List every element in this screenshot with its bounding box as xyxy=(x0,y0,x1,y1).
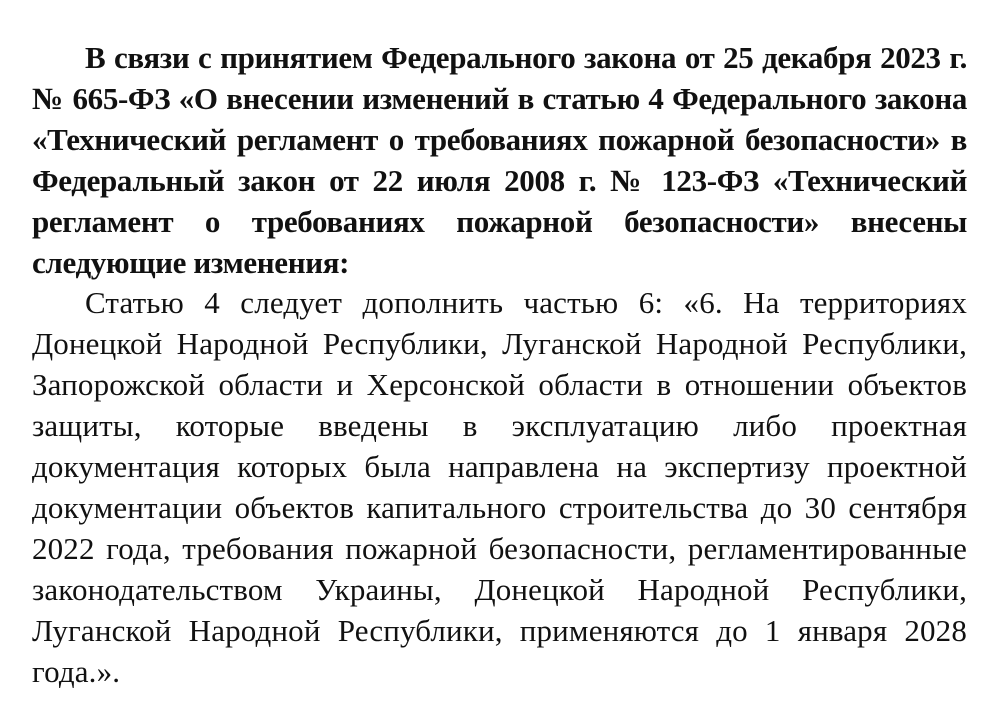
document-page xyxy=(32,38,967,708)
amendment-paragraph: Статью 4 следует дополнить частью 6: «6. На территориях Донецкой Народной Республики, Луганской Народной Республики, Запорожской области и Херсонской области в отношении объектов защиты, которые введены в эксплуатацию либо проектная документация которых была направлена на экспертизу проектной документации объектов капитального строительства до 30 сентября 2022 года, требования пожарной безопасности, регламентированные законодательством Украины, Донецкой Народной Республики, Луганской Народной Республики, применяются до 1 января 2028 года.». xyxy=(32,285,967,689)
intro-paragraph: В связи с принятием Федерального закона от 25 декабря 2023 г. № 665-ФЗ «О внесении изменений в статью 4 Федерального закона «Технический регламент о требованиях пожарной безопасности» в Федеральный закон от 22 июля 2008 г. № 123-ФЗ «Технический регламент о требованиях пожарной безопасности» внесены следующие изменения: xyxy=(32,40,967,280)
